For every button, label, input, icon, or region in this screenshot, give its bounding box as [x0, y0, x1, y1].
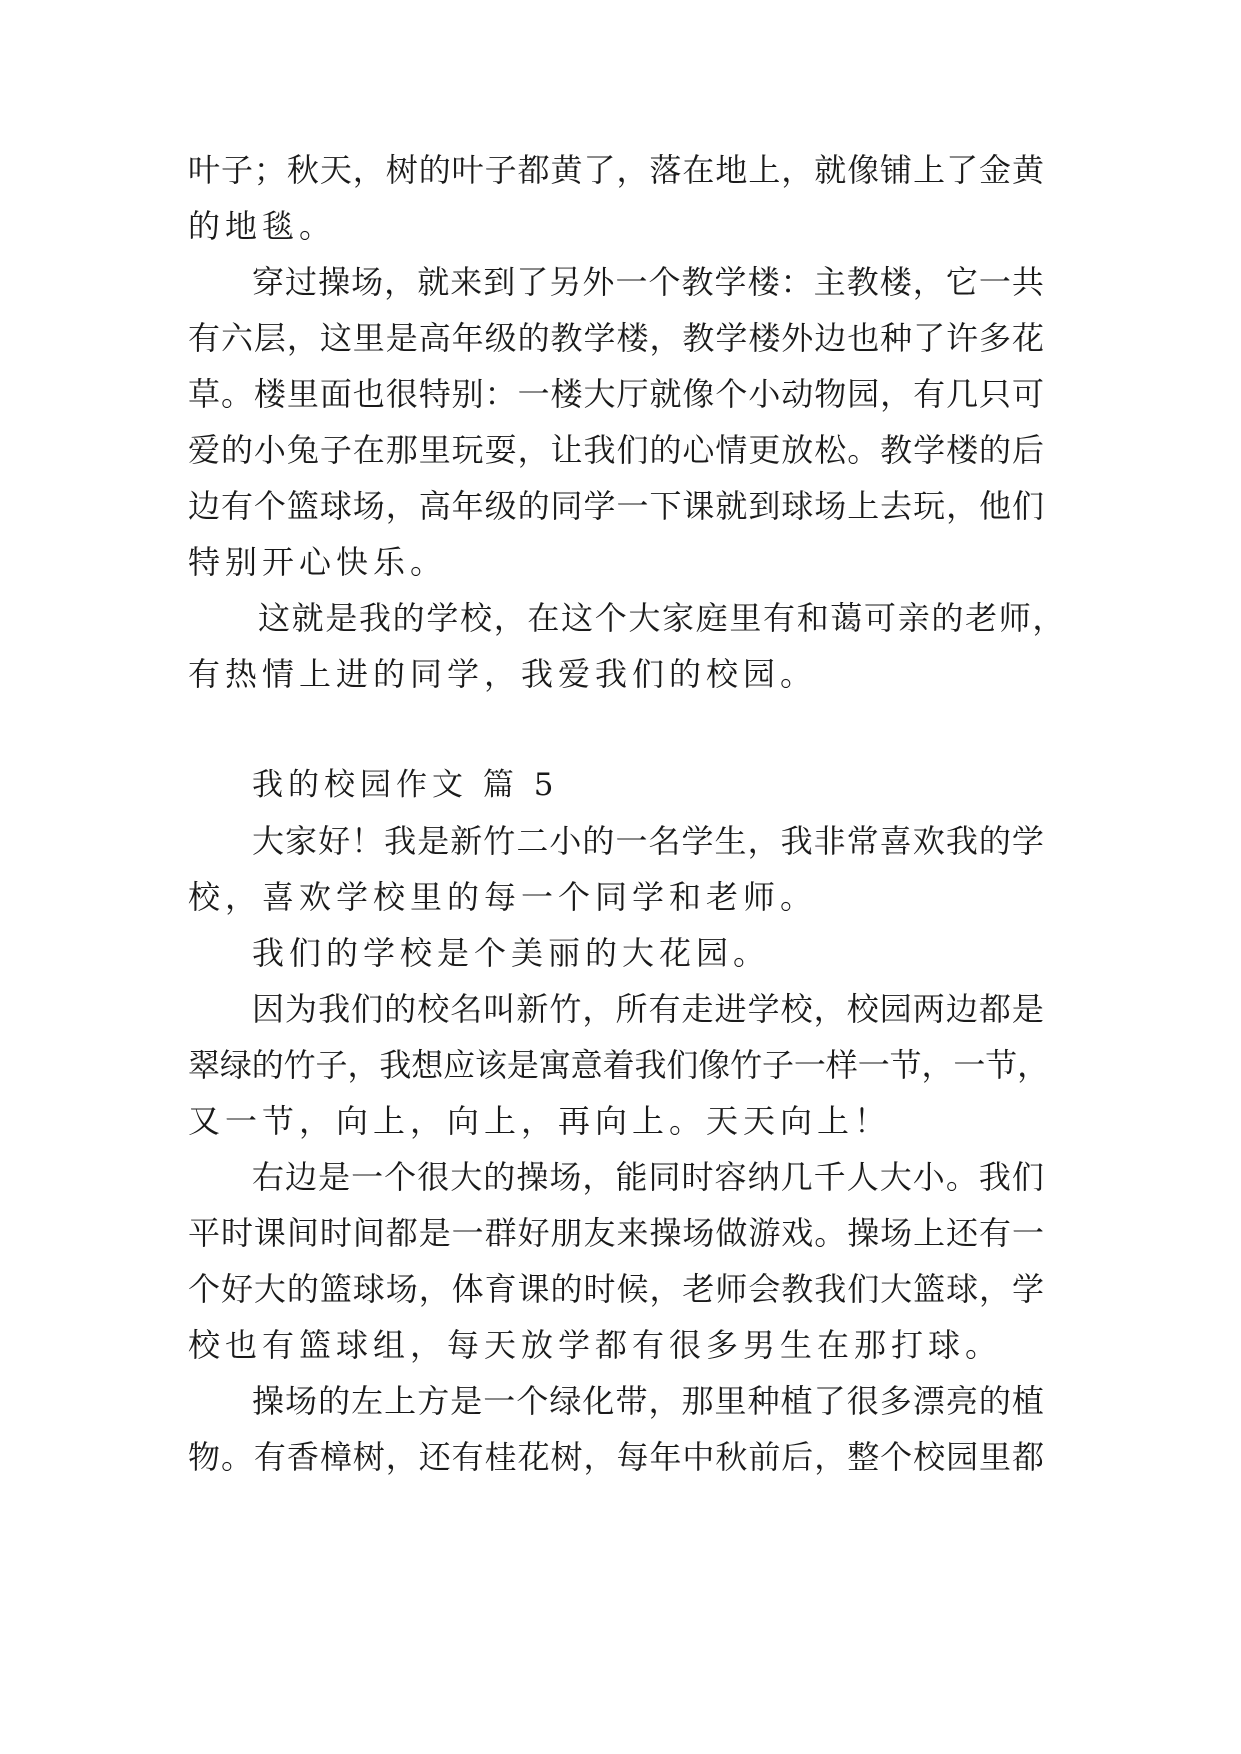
paragraph-line: 我们的学校是个美丽的大花园。	[252, 934, 771, 972]
paragraph-line: 爱的小兔子在那里玩耍，让我们的心情更放松。教学楼的后	[188, 431, 1045, 469]
paragraph-line: 这就是我的学校，在这个大家庭里有和蔼可亲的老师，	[258, 599, 1067, 637]
paragraph-line: 草。楼里面也很特别：一楼大厅就像个小动物园，有几只可	[188, 375, 1045, 413]
paragraph-line: 翠绿的竹子，我想应该是寓意着我们像竹子一样一节，一节，	[188, 1046, 1050, 1084]
paragraph-line: 校，喜欢学校里的每一个同学和老师。	[188, 878, 818, 916]
paragraph-line: 物。有香樟树，还有桂花树，每年中秋前后，整个校园里都	[188, 1438, 1045, 1476]
paragraph-line: 的地毯。	[188, 207, 337, 245]
paragraph-line: 又一节，向上，向上，再向上。天天向上！	[188, 1102, 892, 1140]
paragraph-line: 有六层，这里是高年级的教学楼，教学楼外边也种了许多花	[188, 319, 1045, 357]
paragraph-line: 校也有篮球组，每天放学都有很多男生在那打球。	[188, 1326, 1003, 1364]
paragraph-line: 边有个篮球场，高年级的同学一下课就到球场上去玩，他们	[188, 487, 1045, 525]
paragraph-line: 右边是一个很大的操场，能同时容纳几千人大小。我们	[252, 1158, 1045, 1196]
paragraph-line: 穿过操场，就来到了另外一个教学楼：主教楼，它一共	[252, 263, 1045, 301]
paragraph-line: 操场的左上方是一个绿化带，那里种植了很多漂亮的植	[252, 1382, 1045, 1420]
paragraph-line: 个好大的篮球场，体育课的时候，老师会教我们大篮球，学	[188, 1270, 1045, 1308]
paragraph-line: 大家好！我是新竹二小的一名学生，我非常喜欢我的学	[252, 822, 1045, 860]
paragraph-line: 因为我们的校名叫新竹，所有走进学校，校园两边都是	[252, 990, 1045, 1028]
paragraph-line: 有热情上进的同学，我爱我们的校园。	[188, 655, 818, 693]
paragraph-line: 平时课间时间都是一群好朋友来操场做游戏。操场上还有一	[188, 1214, 1045, 1252]
paragraph-line: 叶子；秋天，树的叶子都黄了，落在地上，就像铺上了金黄	[188, 151, 1045, 189]
paragraph-line: 特别开心快乐。	[188, 543, 448, 581]
section-heading: 我的校园作文 篇 5	[252, 767, 559, 803]
